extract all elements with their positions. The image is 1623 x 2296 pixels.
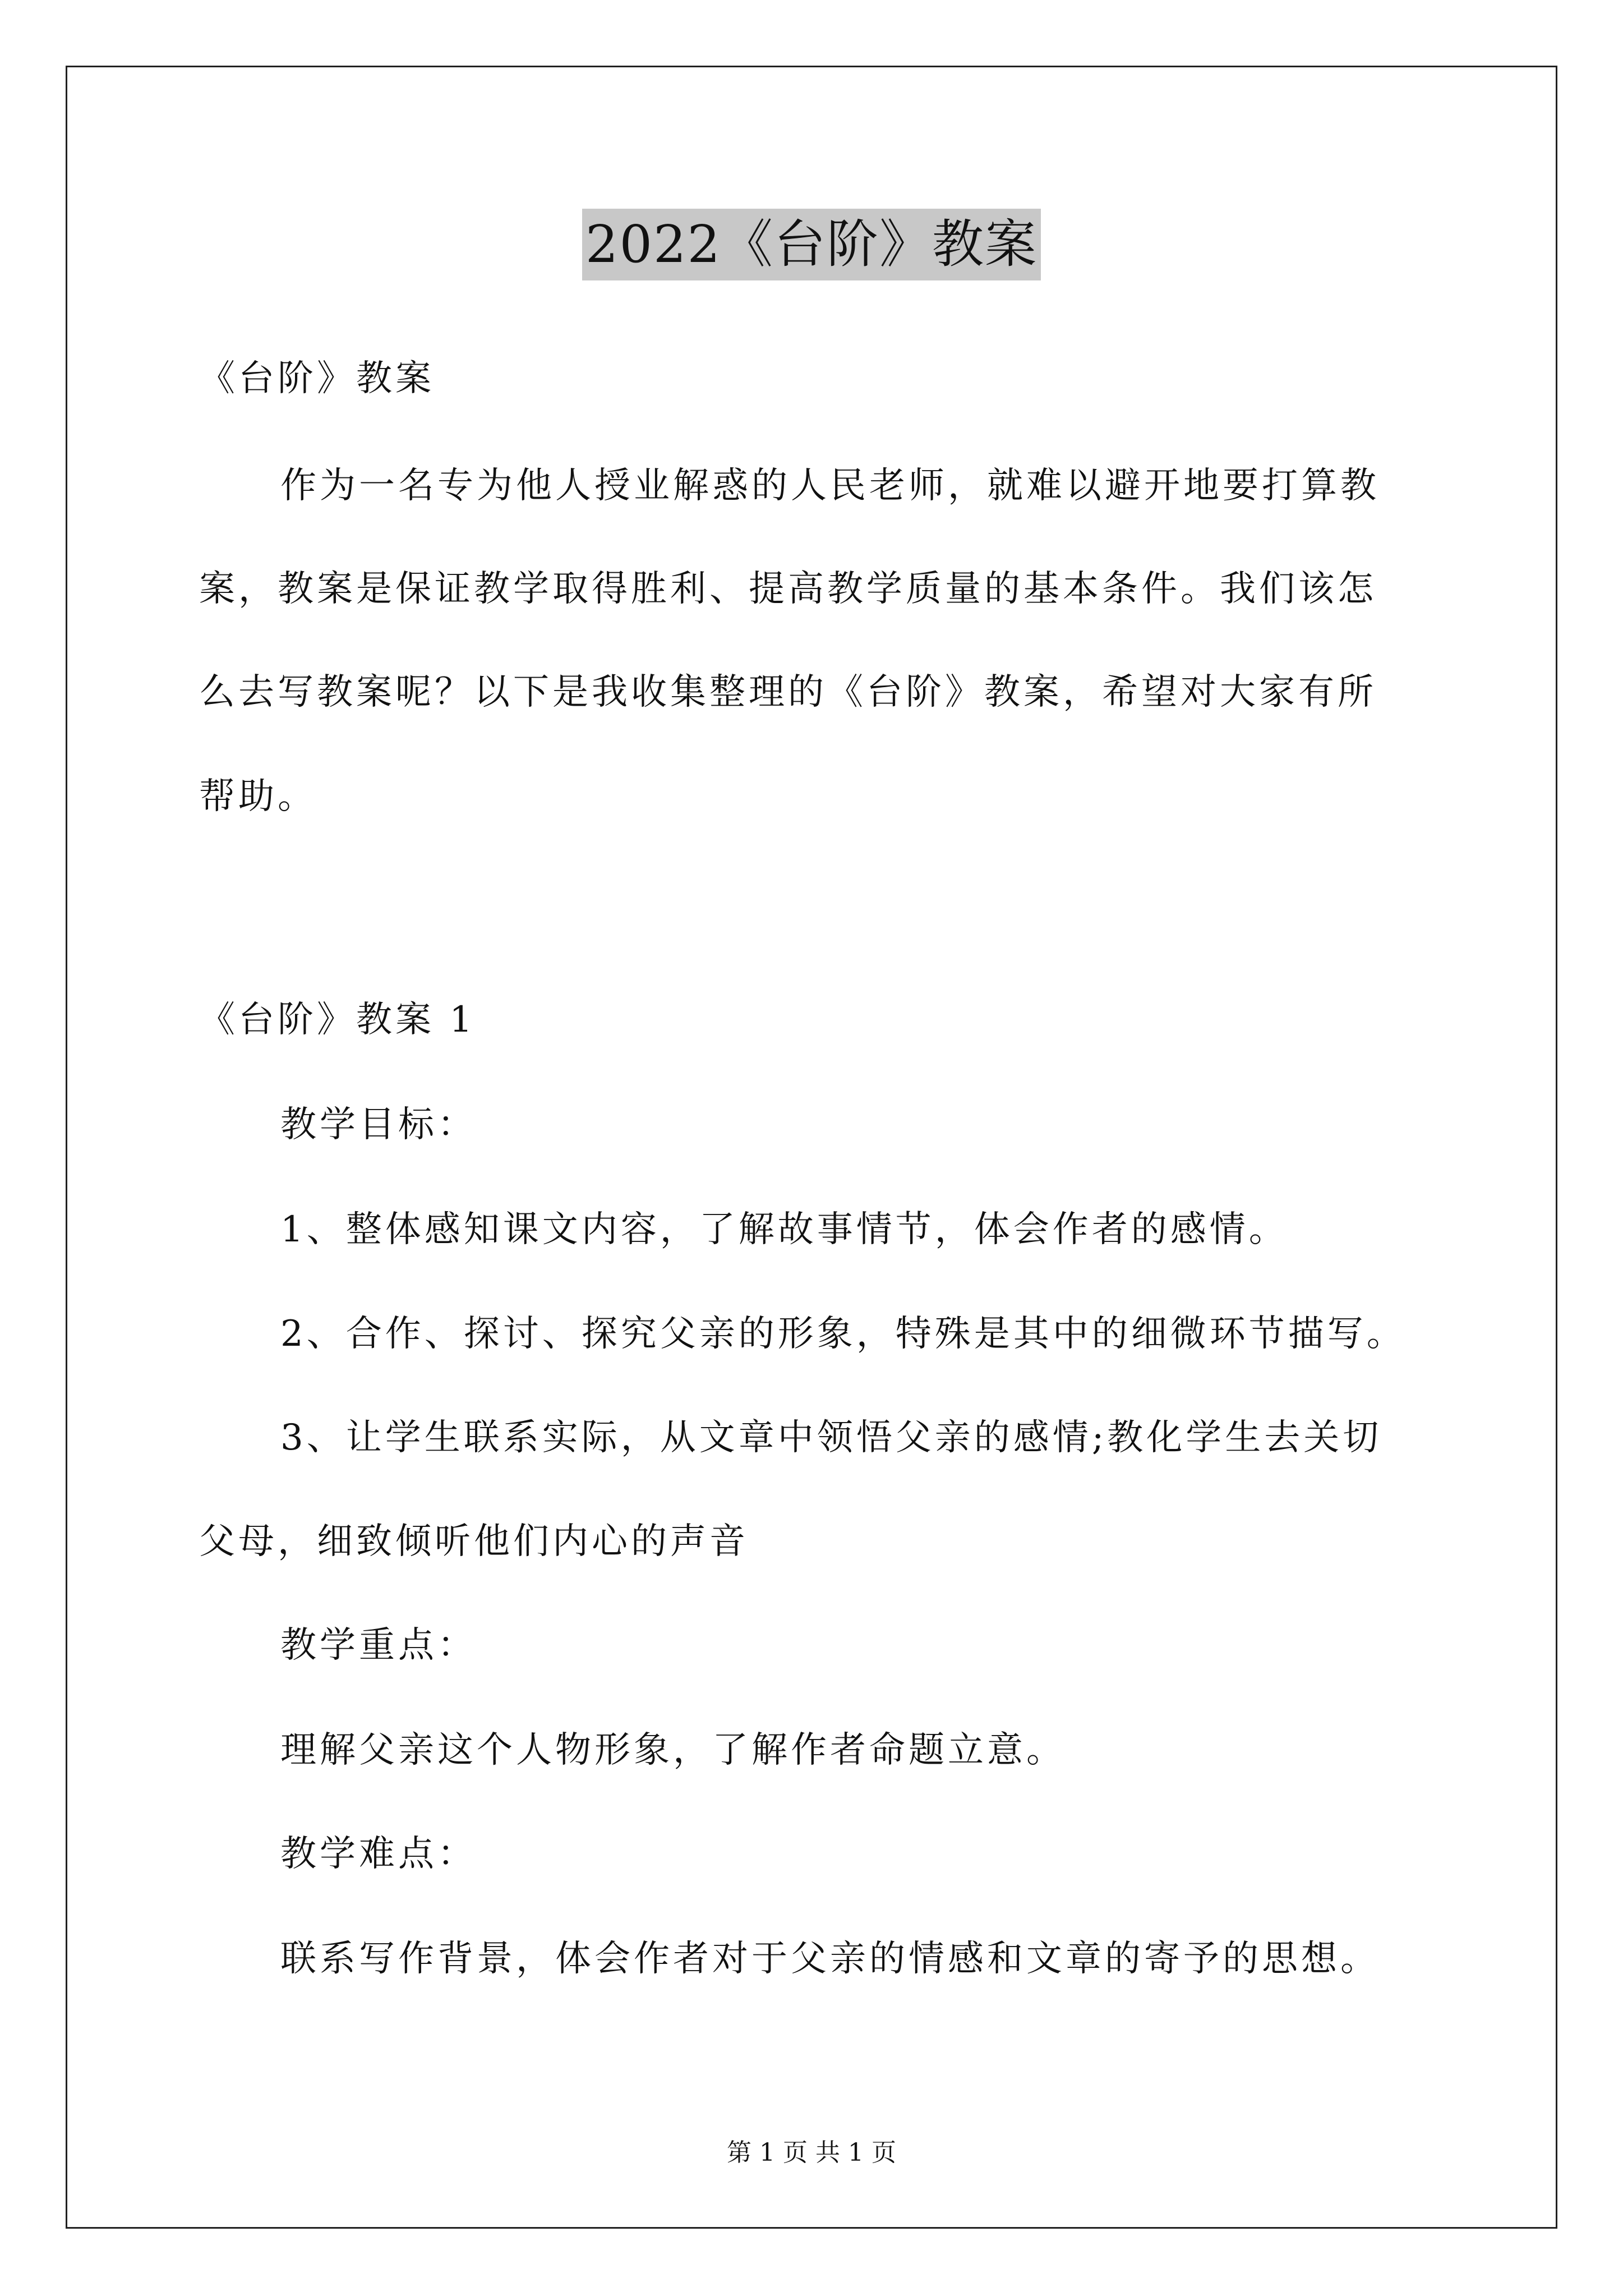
- intro-line-4: 帮助。: [199, 776, 317, 817]
- section-heading: 《台阶》教案 1: [199, 999, 476, 1041]
- key-heading: 教学重点：: [280, 1625, 477, 1666]
- document-title: 2022《台阶》教案: [582, 209, 1041, 280]
- subtitle: 《台阶》教案: [199, 358, 435, 399]
- difficulty-text: 联系写作背景，体会作者对于父亲的情感和文章的寄予的思想。: [280, 1938, 1380, 1980]
- intro-line-1: 作为一名专为他人授业解惑的人民老师，就难以避开地要打算教: [280, 465, 1380, 507]
- goal-1: 1、整体感知课文内容，了解故事情节，体会作者的感情。: [280, 1209, 1288, 1250]
- intro-line-2: 案，教案是保证教学取得胜利、提高教学质量的基本条件。我们该怎: [199, 568, 1377, 610]
- goals-heading: 教学目标：: [280, 1104, 477, 1145]
- title-wrap: [0, 209, 1623, 280]
- goal-3-line-2: 父母，细致倾听他们内心的声音: [199, 1521, 749, 1562]
- goal-3-line-1: 3、让学生联系实际，从文章中领悟父亲的感情;教化学生去关切: [280, 1417, 1382, 1458]
- intro-line-3: 么去写教案呢？以下是我收集整理的《台阶》教案，希望对大家有所: [199, 671, 1377, 713]
- page-footer: 第 1 页 共 1 页: [727, 2138, 896, 2167]
- difficulty-heading: 教学难点：: [280, 1833, 477, 1875]
- key-text: 理解父亲这个人物形象，了解作者命题立意。: [280, 1729, 1066, 1771]
- goal-2: 2、合作、探讨、探究父亲的形象，特殊是其中的细微环节描写。: [280, 1313, 1406, 1355]
